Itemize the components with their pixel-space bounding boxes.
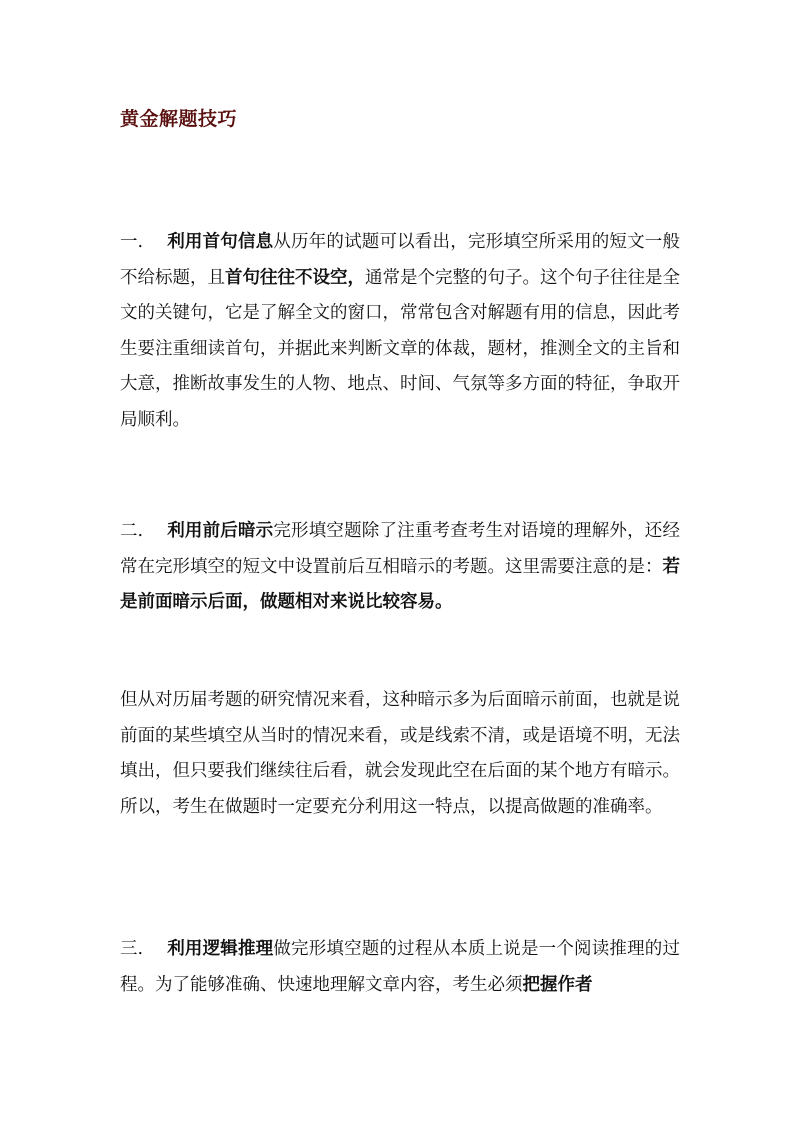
section-2-paragraph	[120, 514, 680, 621]
section-3-heading: 利用逻辑推理	[167, 939, 274, 959]
section-2-heading: 利用前后暗示	[167, 521, 274, 541]
section-1-text-a: 从历年的试题可以看出，完形填空所采用的短文一般不给标题，且	[120, 232, 680, 288]
section-1-bold-a: 首句往往不设空，	[225, 267, 365, 288]
section-2-bold-a: 若是前面暗示后面，做题相对来说比较容易。	[120, 556, 680, 612]
section-2-number: 二.	[120, 521, 144, 541]
document-title: 黄金解题技巧	[120, 108, 238, 130]
section-1-text-b: 通常是个完整的句子。这个句子往往是全文的关键句，它是了解全文的窗口，常常包含对解题有用的信息，因此考生要注重细读首句，并据此来判断文章的体裁，题材，推测全文的主旨和大意，推断故事发生的人物、地点、时间、气氛等多方面的特征，争取开局顺利。	[120, 267, 680, 430]
section-1-number: 一.	[120, 232, 144, 252]
section-1-paragraph	[120, 225, 680, 438]
section-3-paragraph	[120, 932, 680, 1003]
section-2-continuation-paragraph	[120, 683, 680, 825]
section-3-bold-a: 把握作者	[522, 974, 593, 995]
section-2-continuation-text: 但从对历届考题的研究情况来看，这种暗示多为后面暗示前面，也就是说前面的某些填空从当时的情况来看，或是线索不清，或是语境不明，无法填出，但只要我们继续往后看，就会发现此空在后面的某个地方有暗示。所以，考生在做题时一定要充分利用这一特点，以提高做题的准确率。	[120, 690, 680, 817]
section-2-text-a: 完形填空题除了注重考查考生对语境的理解外，还经常在完形填空的短文中设置前后互相暗示的考题。这里需要注意的是：	[120, 521, 680, 577]
section-1-heading: 利用首句信息	[167, 232, 274, 252]
section-3-text-a: 做完形填空题的过程从本质上说是一个阅读推理的过程。为了能够准确、快速地理解文章内容，考生必须	[120, 939, 680, 995]
section-3-number: 三.	[120, 939, 144, 959]
